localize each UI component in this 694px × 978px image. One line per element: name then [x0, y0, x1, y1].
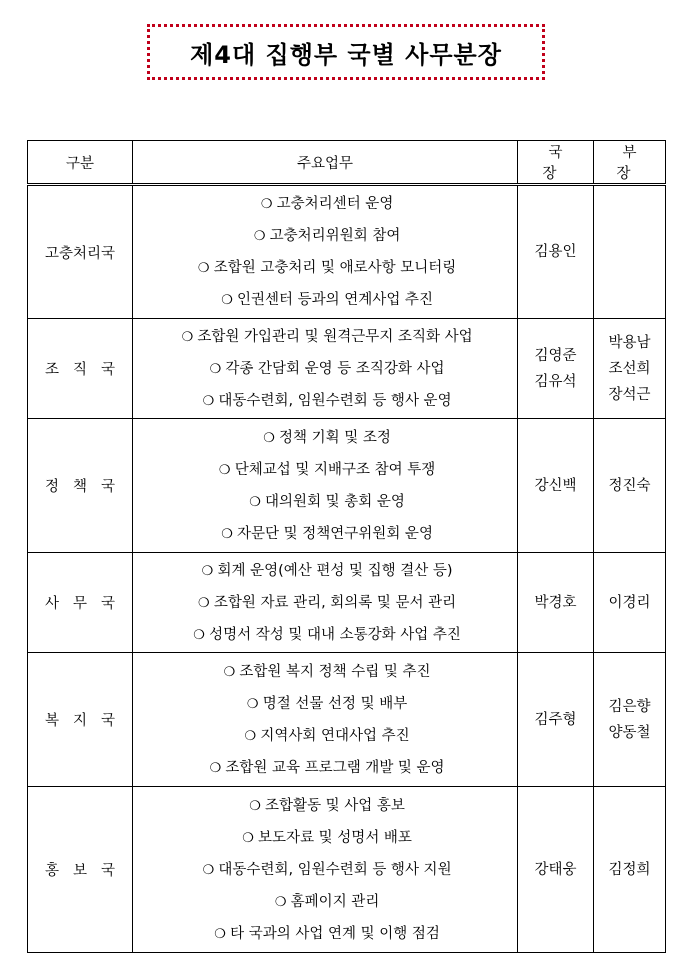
- circle-bullet-icon: ❍: [249, 798, 261, 814]
- duty-text: 조합원 교육 프로그램 개발 및 운영: [225, 759, 445, 776]
- duty-text: 지역사회 연대사업 추진: [260, 727, 410, 744]
- header-head: 국 장: [518, 141, 594, 185]
- duties-cell: [133, 319, 518, 419]
- circle-bullet-icon: ❍: [197, 261, 210, 276]
- duties-cell: [133, 553, 518, 653]
- circle-bullet-icon: ❍: [197, 595, 210, 611]
- deputy-cell: [594, 653, 666, 787]
- duty-item: [133, 720, 517, 752]
- duty-text: 회계 운영(예산 편성 및 집행 결산 등): [217, 562, 453, 579]
- duty-item: [133, 918, 517, 950]
- person-name: 김영준: [534, 347, 577, 364]
- duty-item: [133, 555, 517, 587]
- page-title: 제4대 집행부 국별 사무분장: [190, 40, 502, 69]
- table-row: [28, 653, 666, 787]
- circle-bullet-icon: ❍: [274, 894, 287, 910]
- table-row: [28, 319, 666, 419]
- circle-bullet-icon: ❍: [260, 197, 273, 212]
- person-name: 김정희: [608, 861, 651, 878]
- duty-item: [133, 886, 517, 918]
- duty-item: [133, 353, 517, 385]
- duty-item: [133, 822, 517, 854]
- duty-item: [133, 688, 517, 720]
- head-cell: [518, 553, 594, 653]
- deputy-cell: [594, 185, 666, 319]
- dept-cell: [28, 185, 133, 319]
- duty-item: [133, 656, 517, 688]
- deputy-cell: [594, 319, 666, 419]
- person-name: 강태웅: [534, 861, 577, 878]
- circle-bullet-icon: ❍: [249, 494, 261, 510]
- circle-bullet-icon: ❍: [193, 627, 205, 643]
- person-name: 양동철: [608, 724, 651, 741]
- duty-text: 각종 간담회 운영 등 조직강화 사업: [225, 360, 445, 377]
- head-cell: [518, 419, 594, 553]
- table-row: [28, 553, 666, 653]
- dept-cell: [28, 553, 133, 653]
- circle-bullet-icon: ❍: [242, 830, 254, 846]
- duty-item: [133, 854, 517, 886]
- person-name: 김용인: [534, 244, 577, 260]
- head-cell: [518, 185, 594, 319]
- dept-cell: [28, 319, 133, 419]
- duty-text: 명절 선물 선정 및 배부: [262, 695, 408, 712]
- dept-name: 복지국: [44, 713, 130, 729]
- duty-item: [133, 752, 517, 784]
- duty-text: 성명서 작성 및 대내 소통강화 사업 추진: [209, 626, 461, 643]
- duty-text: 조합원 복지 정책 수립 및 추진: [239, 663, 431, 680]
- circle-bullet-icon: ❍: [201, 563, 214, 579]
- duty-text: 대동수련회, 임원수련회 등 행사 운영: [218, 392, 452, 409]
- duty-text: 대의원회 및 총회 운영: [265, 493, 405, 510]
- circle-bullet-icon: ❍: [246, 696, 259, 712]
- duty-text: 인권센터 등과의 연계사업 추진: [237, 292, 433, 308]
- circle-bullet-icon: ❍: [181, 329, 194, 345]
- circle-bullet-icon: ❍: [221, 293, 233, 308]
- table-row: [28, 787, 666, 953]
- duty-text: 홈페이지 관리: [290, 893, 380, 910]
- title-box: [147, 24, 545, 80]
- circle-bullet-icon: ❍: [223, 664, 236, 680]
- duty-item: [133, 220, 517, 252]
- dept-name: 홍보국: [44, 863, 130, 879]
- duty-item: [133, 385, 517, 417]
- person-name: 강신백: [534, 477, 577, 494]
- duty-table: [27, 140, 666, 953]
- dept-cell: [28, 419, 133, 553]
- person-name: 장석근: [608, 386, 651, 403]
- dept-name: 고충처리국: [44, 245, 116, 262]
- duty-item: [133, 454, 517, 486]
- duties-cell: [133, 185, 518, 319]
- duties-cell: [133, 787, 518, 953]
- duty-text: 고충처리위원회 참여: [269, 228, 401, 244]
- table-row: [28, 185, 666, 319]
- person-name: 박용남: [608, 334, 651, 351]
- person-name: 정진숙: [608, 477, 651, 494]
- circle-bullet-icon: ❍: [218, 462, 231, 478]
- duty-text: 조합원 가입관리 및 원격근무지 조직화 사업: [197, 328, 473, 345]
- head-cell: [518, 319, 594, 419]
- duty-text: 단체교섭 및 지배구조 참여 투쟁: [234, 461, 436, 478]
- duty-text: 고충처리센터 운영: [276, 196, 394, 212]
- header-deputy: 부 장: [594, 141, 666, 185]
- person-name: 김유석: [534, 373, 577, 390]
- circle-bullet-icon: ❍: [209, 361, 222, 377]
- duty-item: [133, 587, 517, 619]
- dept-name: 조직국: [44, 362, 130, 378]
- person-name: 박경호: [534, 594, 577, 611]
- circle-bullet-icon: ❍: [263, 430, 275, 446]
- duties-cell: [133, 653, 518, 787]
- duty-text: 자문단 및 정책연구위원회 운영: [237, 525, 433, 542]
- duty-item: [133, 790, 517, 822]
- circle-bullet-icon: ❍: [214, 926, 226, 942]
- deputy-cell: [594, 787, 666, 953]
- duty-text: 조합활동 및 사업 홍보: [265, 797, 405, 814]
- duty-text: 조합원 자료 관리, 회의록 및 문서 관리: [213, 594, 457, 611]
- circle-bullet-icon: ❍: [202, 393, 215, 409]
- table-header-row: [28, 141, 666, 185]
- header-duties: 주요업무: [133, 141, 518, 185]
- duty-item: [133, 486, 517, 518]
- dept-name: 사무국: [44, 596, 130, 612]
- dept-cell: [28, 787, 133, 953]
- circle-bullet-icon: ❍: [209, 760, 222, 776]
- duty-item: [133, 422, 517, 454]
- duty-item: [133, 252, 517, 284]
- circle-bullet-icon: ❍: [202, 862, 215, 878]
- head-cell: [518, 653, 594, 787]
- duty-text: 타 국과의 사업 연계 및 이행 점검: [230, 925, 440, 942]
- table-row: [28, 419, 666, 553]
- head-cell: [518, 787, 594, 953]
- duties-cell: [133, 419, 518, 553]
- duty-item: [133, 619, 517, 651]
- person-name: 조선희: [608, 360, 651, 377]
- duty-item: [133, 518, 517, 550]
- duty-text: 대동수련회, 임원수련회 등 행사 지원: [218, 861, 452, 878]
- dept-cell: [28, 653, 133, 787]
- circle-bullet-icon: ❍: [221, 526, 233, 542]
- duty-text: 조합원 고충처리 및 애로사항 모니터링: [213, 260, 457, 276]
- circle-bullet-icon: ❍: [244, 728, 257, 744]
- duty-text: 정책 기획 및 조정: [279, 429, 391, 446]
- deputy-cell: [594, 553, 666, 653]
- header-dept: 구분: [28, 141, 133, 185]
- dept-name: 정책국: [44, 479, 130, 495]
- deputy-cell: [594, 419, 666, 553]
- person-name: 김주형: [534, 711, 577, 728]
- person-name: 김은향: [608, 698, 651, 715]
- duty-item: [133, 284, 517, 316]
- duty-item: [133, 321, 517, 353]
- person-name: 이경리: [608, 594, 651, 611]
- duty-text: 보도자료 및 성명서 배포: [258, 829, 412, 846]
- circle-bullet-icon: ❍: [253, 229, 266, 244]
- duty-item: [133, 188, 517, 220]
